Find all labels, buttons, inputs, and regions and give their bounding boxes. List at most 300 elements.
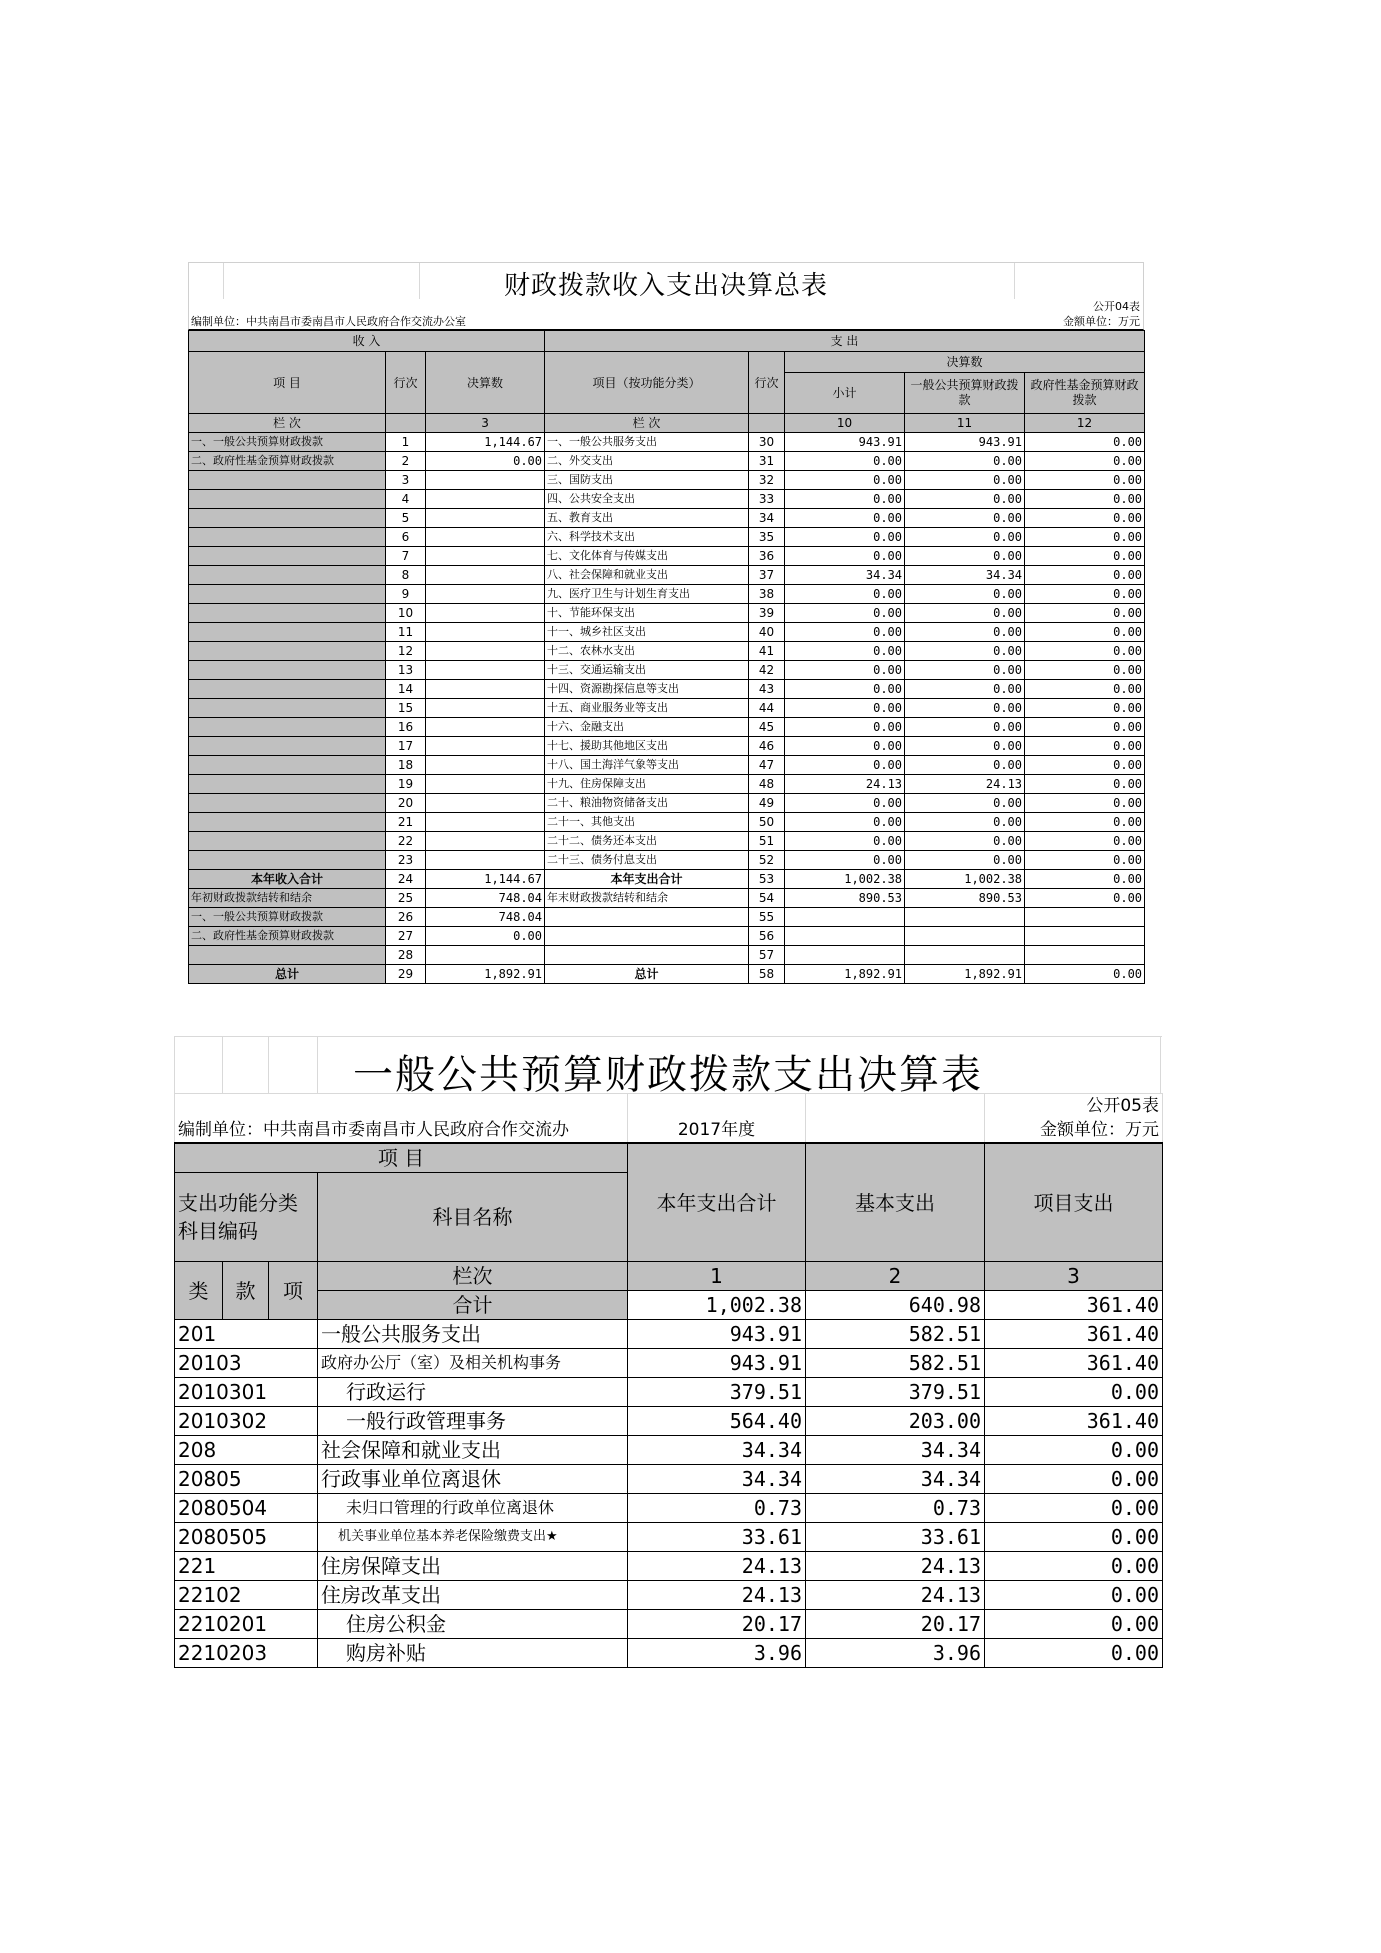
t2-col-code: 支出功能分类科目编码 bbox=[175, 1173, 318, 1262]
table1-row bbox=[189, 680, 1145, 699]
expense-fund bbox=[1025, 927, 1145, 946]
table1-row bbox=[189, 889, 1145, 908]
expense-subtotal: 0.00 bbox=[785, 547, 905, 566]
expense-row-no: 34 bbox=[749, 509, 785, 528]
t2-col-item: 项 目 bbox=[175, 1143, 628, 1173]
subject-code: 2210201 bbox=[175, 1610, 318, 1639]
project-expense: 0.00 bbox=[985, 1552, 1163, 1581]
table1-row bbox=[189, 756, 1145, 775]
expense-subtotal: 0.00 bbox=[785, 661, 905, 680]
basic-expense: 203.00 bbox=[806, 1407, 985, 1436]
expense-general: 0.00 bbox=[905, 528, 1025, 547]
expense-item: 四、公共安全支出 bbox=[545, 490, 749, 509]
table1-row bbox=[189, 794, 1145, 813]
income-row-no: 1 bbox=[386, 433, 426, 452]
t2-col-label: 栏次 bbox=[318, 1262, 628, 1291]
income-row-no: 4 bbox=[386, 490, 426, 509]
year-total: 24.13 bbox=[628, 1552, 806, 1581]
table1-row bbox=[189, 908, 1145, 927]
table2-row bbox=[175, 1349, 1163, 1378]
expense-general: 24.13 bbox=[905, 775, 1025, 794]
expense-row-no: 37 bbox=[749, 566, 785, 585]
table2-row bbox=[175, 1523, 1163, 1552]
table1-row bbox=[189, 490, 1145, 509]
basic-expense: 34.34 bbox=[806, 1465, 985, 1494]
expense-subtotal: 0.00 bbox=[785, 813, 905, 832]
expense-subtotal: 0.00 bbox=[785, 756, 905, 775]
expense-row-no: 51 bbox=[749, 832, 785, 851]
subject-code: 2080504 bbox=[175, 1494, 318, 1523]
t2-col-kuan: 款 bbox=[223, 1262, 269, 1320]
table2-title-row bbox=[174, 1036, 1162, 1098]
t2-sum-project: 361.40 bbox=[985, 1291, 1163, 1320]
project-expense: 0.00 bbox=[985, 1610, 1163, 1639]
project-expense: 0.00 bbox=[985, 1639, 1163, 1668]
table1-unit: 编制单位：中共南昌市委南昌市人民政府合作交流办公室 bbox=[191, 315, 466, 328]
table1-title-row bbox=[188, 262, 1144, 299]
expense-row-no: 35 bbox=[749, 528, 785, 547]
expense-general: 0.00 bbox=[905, 623, 1025, 642]
year-total: 33.61 bbox=[628, 1523, 806, 1552]
col-decision: 决算数 bbox=[785, 352, 1145, 373]
income-item: 一、一般公共预算财政拨款 bbox=[189, 908, 386, 927]
expense-row-no: 30 bbox=[749, 433, 785, 452]
col-fund: 政府性基金预算财政拨款 bbox=[1025, 373, 1145, 414]
expense-general: 890.53 bbox=[905, 889, 1025, 908]
income-row-no: 11 bbox=[386, 623, 426, 642]
income-item: 一、一般公共预算财政拨款 bbox=[189, 433, 386, 452]
expense-fund: 0.00 bbox=[1025, 775, 1145, 794]
subject-name: 政府办公厅（室）及相关机构事务 bbox=[318, 1349, 628, 1378]
table1-grid bbox=[188, 330, 1145, 984]
expense-general: 0.00 bbox=[905, 851, 1025, 870]
col-no-11: 11 bbox=[905, 414, 1025, 433]
table2-grid bbox=[174, 1093, 1163, 1668]
expense-subtotal: 0.00 bbox=[785, 623, 905, 642]
expense-subtotal: 0.00 bbox=[785, 718, 905, 737]
subject-code: 208 bbox=[175, 1436, 318, 1465]
expense-item: 十一、城乡社区支出 bbox=[545, 623, 749, 642]
basic-expense: 20.17 bbox=[806, 1610, 985, 1639]
col-amount: 决算数 bbox=[426, 352, 545, 414]
table1-row bbox=[189, 585, 1145, 604]
income-item: 二、政府性基金预算财政拨款 bbox=[189, 452, 386, 471]
income-item: 总计 bbox=[189, 965, 386, 984]
income-row-no: 3 bbox=[386, 471, 426, 490]
expense-row-no: 46 bbox=[749, 737, 785, 756]
table2-row bbox=[175, 1610, 1163, 1639]
expense-row-no: 41 bbox=[749, 642, 785, 661]
expense-row-no: 44 bbox=[749, 699, 785, 718]
col-item: 项 目 bbox=[189, 352, 386, 414]
table1-row bbox=[189, 452, 1145, 471]
table1-unit-row bbox=[188, 314, 1144, 330]
table1-row bbox=[189, 737, 1145, 756]
expense-row-no: 32 bbox=[749, 471, 785, 490]
table2-unit: 编制单位：中共南昌市委南昌市人民政府合作交流办 bbox=[175, 1118, 628, 1143]
income-item bbox=[189, 737, 386, 756]
income-row-no: 29 bbox=[386, 965, 426, 984]
income-row-no: 9 bbox=[386, 585, 426, 604]
expense-general: 0.00 bbox=[905, 832, 1025, 851]
expense-fund: 0.00 bbox=[1025, 699, 1145, 718]
table1-row bbox=[189, 870, 1145, 889]
expense-fund: 0.00 bbox=[1025, 889, 1145, 908]
year-total: 943.91 bbox=[628, 1349, 806, 1378]
expense-row-no: 39 bbox=[749, 604, 785, 623]
subject-name: 行政事业单位离退休 bbox=[318, 1465, 628, 1494]
income-item bbox=[189, 623, 386, 642]
income-item bbox=[189, 851, 386, 870]
expense-item bbox=[545, 927, 749, 946]
t2-col-lei: 类 bbox=[175, 1262, 223, 1320]
table1-row bbox=[189, 718, 1145, 737]
income-amount: 748.04 bbox=[426, 908, 545, 927]
table1-amount-unit: 金额单位：万元 bbox=[1063, 315, 1140, 328]
expense-fund: 0.00 bbox=[1025, 528, 1145, 547]
income-amount bbox=[426, 509, 545, 528]
income-item: 年初财政拨款结转和结余 bbox=[189, 889, 386, 908]
table1-row bbox=[189, 965, 1145, 984]
income-amount bbox=[426, 547, 545, 566]
income-row-no: 14 bbox=[386, 680, 426, 699]
income-amount: 1,892.91 bbox=[426, 965, 545, 984]
income-amount bbox=[426, 946, 545, 965]
income-row-no: 16 bbox=[386, 718, 426, 737]
expense-item: 十四、资源勘探信息等支出 bbox=[545, 680, 749, 699]
expense-subtotal: 0.00 bbox=[785, 794, 905, 813]
subject-code: 2010301 bbox=[175, 1378, 318, 1407]
income-row-no: 18 bbox=[386, 756, 426, 775]
table2-row bbox=[175, 1639, 1163, 1668]
income-item bbox=[189, 775, 386, 794]
table2-form-no: 公开05表 bbox=[985, 1094, 1163, 1119]
subject-name: 一般公共服务支出 bbox=[318, 1320, 628, 1349]
expense-subtotal: 0.00 bbox=[785, 699, 905, 718]
expense-item bbox=[545, 908, 749, 927]
table1-row bbox=[189, 832, 1145, 851]
expense-subtotal: 34.34 bbox=[785, 566, 905, 585]
income-item bbox=[189, 585, 386, 604]
fiscal-summary-table bbox=[188, 262, 1144, 984]
expense-item: 本年支出合计 bbox=[545, 870, 749, 889]
income-amount bbox=[426, 718, 545, 737]
expense-item: 二十三、债务付息支出 bbox=[545, 851, 749, 870]
expense-item: 十五、商业服务业等支出 bbox=[545, 699, 749, 718]
expense-general: 0.00 bbox=[905, 737, 1025, 756]
income-row-no: 7 bbox=[386, 547, 426, 566]
income-row-no: 19 bbox=[386, 775, 426, 794]
income-amount bbox=[426, 699, 545, 718]
year-total: 564.40 bbox=[628, 1407, 806, 1436]
expense-fund bbox=[1025, 946, 1145, 965]
income-amount bbox=[426, 756, 545, 775]
income-amount bbox=[426, 832, 545, 851]
expense-fund: 0.00 bbox=[1025, 870, 1145, 889]
income-item bbox=[189, 661, 386, 680]
expense-item: 二十一、其他支出 bbox=[545, 813, 749, 832]
expense-item: 年末财政拨款结转和结余 bbox=[545, 889, 749, 908]
subject-code: 22102 bbox=[175, 1581, 318, 1610]
income-amount bbox=[426, 528, 545, 547]
t2-sum-basic: 640.98 bbox=[806, 1291, 985, 1320]
income-amount bbox=[426, 604, 545, 623]
income-row-no: 23 bbox=[386, 851, 426, 870]
expense-row-no: 31 bbox=[749, 452, 785, 471]
expense-fund: 0.00 bbox=[1025, 718, 1145, 737]
t2-col-xiang: 项 bbox=[269, 1262, 318, 1320]
table1-row bbox=[189, 927, 1145, 946]
income-item bbox=[189, 604, 386, 623]
income-item bbox=[189, 832, 386, 851]
expense-subtotal: 0.00 bbox=[785, 737, 905, 756]
income-item bbox=[189, 490, 386, 509]
expense-fund: 0.00 bbox=[1025, 794, 1145, 813]
income-row-no: 27 bbox=[386, 927, 426, 946]
project-expense: 0.00 bbox=[985, 1581, 1163, 1610]
expense-subtotal: 0.00 bbox=[785, 642, 905, 661]
expense-general: 0.00 bbox=[905, 794, 1025, 813]
expense-row-no: 53 bbox=[749, 870, 785, 889]
income-item: 本年收入合计 bbox=[189, 870, 386, 889]
expense-subtotal bbox=[785, 927, 905, 946]
expense-item bbox=[545, 946, 749, 965]
expense-row-no: 48 bbox=[749, 775, 785, 794]
subject-code: 2010302 bbox=[175, 1407, 318, 1436]
year-total: 34.34 bbox=[628, 1465, 806, 1494]
expense-subtotal: 24.13 bbox=[785, 775, 905, 794]
expense-item: 十八、国土海洋气象等支出 bbox=[545, 756, 749, 775]
expense-subtotal: 0.00 bbox=[785, 528, 905, 547]
table2-row bbox=[175, 1465, 1163, 1494]
expense-general: 0.00 bbox=[905, 490, 1025, 509]
income-row-no: 22 bbox=[386, 832, 426, 851]
expense-general: 34.34 bbox=[905, 566, 1025, 585]
expense-general: 0.00 bbox=[905, 756, 1025, 775]
income-amount bbox=[426, 680, 545, 699]
expense-fund: 0.00 bbox=[1025, 737, 1145, 756]
col-general: 一般公共预算财政拨款 bbox=[905, 373, 1025, 414]
income-item bbox=[189, 813, 386, 832]
project-expense: 0.00 bbox=[985, 1436, 1163, 1465]
income-row-no: 6 bbox=[386, 528, 426, 547]
col-item-func: 项目（按功能分类） bbox=[545, 352, 749, 414]
income-item bbox=[189, 471, 386, 490]
basic-expense: 379.51 bbox=[806, 1378, 985, 1407]
col-no-12: 12 bbox=[1025, 414, 1145, 433]
income-amount bbox=[426, 566, 545, 585]
expense-subtotal: 0.00 bbox=[785, 585, 905, 604]
col-no-3: 3 bbox=[426, 414, 545, 433]
expense-fund: 0.00 bbox=[1025, 452, 1145, 471]
col-no-10: 10 bbox=[785, 414, 905, 433]
expense-row-no: 42 bbox=[749, 661, 785, 680]
expense-subtotal bbox=[785, 946, 905, 965]
year-total: 3.96 bbox=[628, 1639, 806, 1668]
expense-general: 0.00 bbox=[905, 813, 1025, 832]
income-row-no: 15 bbox=[386, 699, 426, 718]
expense-general: 0.00 bbox=[905, 699, 1025, 718]
income-row-no: 17 bbox=[386, 737, 426, 756]
expense-row-no: 40 bbox=[749, 623, 785, 642]
expense-general: 0.00 bbox=[905, 509, 1025, 528]
expense-row-no: 45 bbox=[749, 718, 785, 737]
income-item bbox=[189, 528, 386, 547]
income-amount: 1,144.67 bbox=[426, 433, 545, 452]
income-row-no: 20 bbox=[386, 794, 426, 813]
expense-item: 十九、住房保障支出 bbox=[545, 775, 749, 794]
subject-name: 社会保障和就业支出 bbox=[318, 1436, 628, 1465]
expense-subtotal: 0.00 bbox=[785, 509, 905, 528]
expense-fund: 0.00 bbox=[1025, 965, 1145, 984]
income-amount bbox=[426, 661, 545, 680]
expense-subtotal: 1,892.91 bbox=[785, 965, 905, 984]
income-amount bbox=[426, 794, 545, 813]
expense-row-no: 36 bbox=[749, 547, 785, 566]
expense-general: 0.00 bbox=[905, 718, 1025, 737]
expense-item: 一、一般公共服务支出 bbox=[545, 433, 749, 452]
expense-row-no: 43 bbox=[749, 680, 785, 699]
expense-item: 三、国防支出 bbox=[545, 471, 749, 490]
subject-code: 2080505 bbox=[175, 1523, 318, 1552]
expense-fund: 0.00 bbox=[1025, 642, 1145, 661]
subject-name: 住房保障支出 bbox=[318, 1552, 628, 1581]
income-item bbox=[189, 547, 386, 566]
income-amount bbox=[426, 737, 545, 756]
expense-fund: 0.00 bbox=[1025, 547, 1145, 566]
table1-row bbox=[189, 528, 1145, 547]
table1-row bbox=[189, 661, 1145, 680]
income-row-no: 25 bbox=[386, 889, 426, 908]
expense-subtotal: 0.00 bbox=[785, 490, 905, 509]
expense-item: 十七、援助其他地区支出 bbox=[545, 737, 749, 756]
expense-subtotal: 0.00 bbox=[785, 832, 905, 851]
income-row-no: 8 bbox=[386, 566, 426, 585]
table2-row bbox=[175, 1436, 1163, 1465]
table1-row bbox=[189, 775, 1145, 794]
year-total: 0.73 bbox=[628, 1494, 806, 1523]
expense-fund: 0.00 bbox=[1025, 680, 1145, 699]
table1-row bbox=[189, 433, 1145, 452]
expense-row-no: 49 bbox=[749, 794, 785, 813]
expense-subtotal: 943.91 bbox=[785, 433, 905, 452]
income-amount: 1,144.67 bbox=[426, 870, 545, 889]
income-item bbox=[189, 680, 386, 699]
t2-sum-label: 合计 bbox=[318, 1291, 628, 1320]
income-amount bbox=[426, 775, 545, 794]
expense-subtotal bbox=[785, 908, 905, 927]
year-total: 20.17 bbox=[628, 1610, 806, 1639]
col-row2: 行次 bbox=[749, 352, 785, 414]
expense-general: 0.00 bbox=[905, 452, 1025, 471]
subject-code: 20103 bbox=[175, 1349, 318, 1378]
t2-col-name: 科目名称 bbox=[318, 1173, 628, 1262]
col-row: 行次 bbox=[386, 352, 426, 414]
expense-general bbox=[905, 908, 1025, 927]
table1-row bbox=[189, 471, 1145, 490]
basic-expense: 24.13 bbox=[806, 1552, 985, 1581]
expense-general: 0.00 bbox=[905, 547, 1025, 566]
year-total: 379.51 bbox=[628, 1378, 806, 1407]
project-expense: 0.00 bbox=[985, 1465, 1163, 1494]
expense-item: 八、社会保障和就业支出 bbox=[545, 566, 749, 585]
table2-row bbox=[175, 1552, 1163, 1581]
income-amount: 0.00 bbox=[426, 452, 545, 471]
income-row-no: 5 bbox=[386, 509, 426, 528]
subject-name: 住房改革支出 bbox=[318, 1581, 628, 1610]
income-row-no: 21 bbox=[386, 813, 426, 832]
subject-name: 一般行政管理事务 bbox=[318, 1407, 628, 1436]
subject-name: 行政运行 bbox=[318, 1378, 628, 1407]
t2-col-basic: 基本支出 bbox=[806, 1143, 985, 1262]
expense-general: 0.00 bbox=[905, 680, 1025, 699]
basic-expense: 0.73 bbox=[806, 1494, 985, 1523]
income-row-no: 28 bbox=[386, 946, 426, 965]
expense-item: 七、文化体育与传媒支出 bbox=[545, 547, 749, 566]
expense-fund: 0.00 bbox=[1025, 433, 1145, 452]
project-expense: 0.00 bbox=[985, 1523, 1163, 1552]
table2-amount-unit: 金额单位：万元 bbox=[985, 1118, 1163, 1143]
expense-subtotal: 0.00 bbox=[785, 851, 905, 870]
income-item bbox=[189, 946, 386, 965]
table1-row bbox=[189, 699, 1145, 718]
expense-item: 二十、粮油物资储备支出 bbox=[545, 794, 749, 813]
expense-row-no: 56 bbox=[749, 927, 785, 946]
expense-general bbox=[905, 946, 1025, 965]
income-row-no: 24 bbox=[386, 870, 426, 889]
expense-row-no: 33 bbox=[749, 490, 785, 509]
expense-fund: 0.00 bbox=[1025, 490, 1145, 509]
t2-col-project: 项目支出 bbox=[985, 1143, 1163, 1262]
table1-row bbox=[189, 547, 1145, 566]
project-expense: 361.40 bbox=[985, 1320, 1163, 1349]
table2-row bbox=[175, 1407, 1163, 1436]
t2-col-no-2: 2 bbox=[806, 1262, 985, 1291]
income-amount: 748.04 bbox=[426, 889, 545, 908]
income-item bbox=[189, 509, 386, 528]
expense-fund bbox=[1025, 908, 1145, 927]
expense-fund: 0.00 bbox=[1025, 661, 1145, 680]
t2-col-total: 本年支出合计 bbox=[628, 1143, 806, 1262]
income-amount bbox=[426, 490, 545, 509]
table2-row bbox=[175, 1581, 1163, 1610]
expense-subtotal: 1,002.38 bbox=[785, 870, 905, 889]
expense-row-no: 38 bbox=[749, 585, 785, 604]
income-row-no: 12 bbox=[386, 642, 426, 661]
expense-fund: 0.00 bbox=[1025, 471, 1145, 490]
expense-item: 二、外交支出 bbox=[545, 452, 749, 471]
table1-row bbox=[189, 604, 1145, 623]
expense-general: 0.00 bbox=[905, 642, 1025, 661]
expense-subtotal: 0.00 bbox=[785, 680, 905, 699]
basic-expense: 24.13 bbox=[806, 1581, 985, 1610]
t2-col-no-1: 1 bbox=[628, 1262, 806, 1291]
expense-row-no: 55 bbox=[749, 908, 785, 927]
expense-row-no: 52 bbox=[749, 851, 785, 870]
expense-fund: 0.00 bbox=[1025, 509, 1145, 528]
expense-general: 0.00 bbox=[905, 585, 1025, 604]
expense-item: 六、科学技术支出 bbox=[545, 528, 749, 547]
expense-row-no: 47 bbox=[749, 756, 785, 775]
col-label-left: 栏 次 bbox=[189, 414, 386, 433]
expense-general: 943.91 bbox=[905, 433, 1025, 452]
basic-expense: 34.34 bbox=[806, 1436, 985, 1465]
expense-item: 九、医疗卫生与计划生育支出 bbox=[545, 585, 749, 604]
table2-year: 2017年度 bbox=[628, 1118, 806, 1143]
table2-row bbox=[175, 1378, 1163, 1407]
income-amount bbox=[426, 585, 545, 604]
income-row-no: 13 bbox=[386, 661, 426, 680]
